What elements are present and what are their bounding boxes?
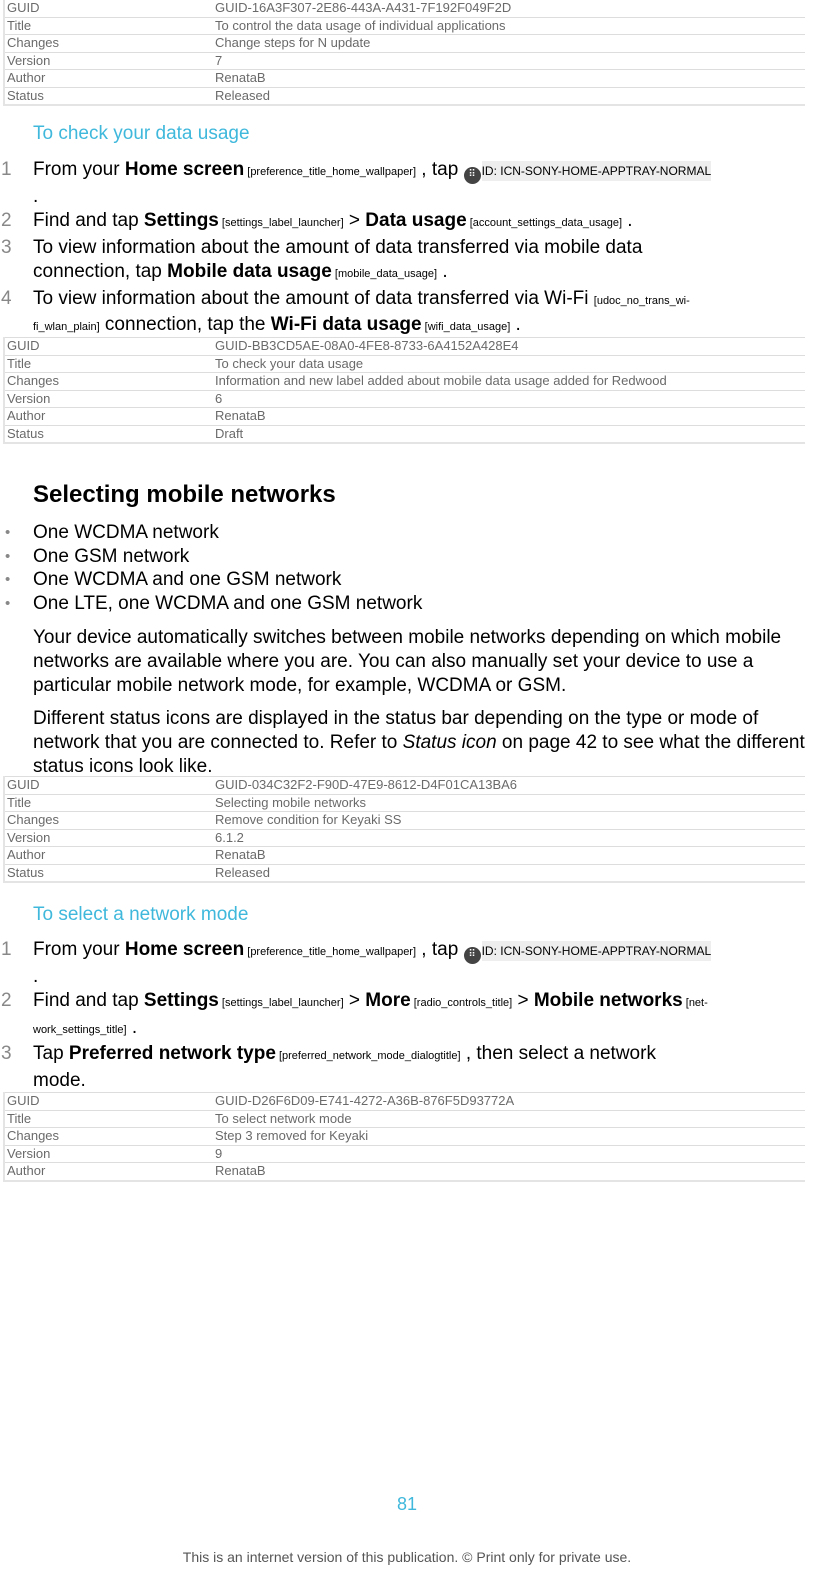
field-label: Changes [4, 373, 213, 391]
paragraph-auto-switch: Your device automatically switches between mobile networks depending on which mobile networks are available where you are. You can also manually set your device to use a particular mobile network mode, for example, WCDMA or GSM. [33, 627, 782, 696]
table-row [4, 390, 805, 408]
bullet-item: • One WCDMA and one GSM network [0, 568, 422, 592]
metadata-table-4 [3, 1092, 805, 1182]
table-row [4, 338, 805, 356]
ui-label: More [365, 990, 411, 1011]
step-text: . [437, 261, 448, 282]
string-key: [preference_title_home_wallpaper] [244, 946, 417, 958]
field-value: GUID-16A3F307-2E86-443A-A431-7F192F049F2D [213, 0, 805, 17]
table-row [4, 373, 805, 391]
string-key: [radio_controls_title] [410, 997, 513, 1009]
field-label: Status [4, 87, 213, 105]
step-text: . [622, 210, 633, 231]
step-number: 3 [1, 236, 12, 258]
field-label: Title [4, 355, 213, 373]
paragraph-status-icons [33, 707, 808, 779]
field-label: GUID [4, 338, 213, 356]
step-item [0, 209, 713, 236]
field-value: 6 [213, 390, 805, 408]
string-key: [net-work_settings_title] [33, 997, 708, 1036]
page-number: 81 [396, 1494, 418, 1514]
table-row [4, 70, 805, 88]
field-label: Author [4, 408, 213, 426]
heading-select-network-mode: To select a network mode [33, 904, 249, 925]
step-text: . [126, 1016, 138, 1038]
table-row [4, 829, 805, 847]
step-text: , then select a network mode. [33, 1043, 656, 1091]
field-value: GUID-BB3CD5AE-08A0-4FE8-8733-6A4152A428E4 [213, 338, 805, 356]
step-number: 2 [1, 990, 12, 1011]
ui-label: Mobile networks [533, 990, 683, 1011]
table-row [4, 812, 805, 830]
footer-note: This is an internet version of this publication. © Print only for private use. [182, 1549, 632, 1565]
step-number: 3 [1, 1043, 12, 1064]
field-value: To check your data usage [213, 355, 805, 373]
icon-id-tag: ID: ICN-SONY-HOME-APPTRAY-NORMAL [482, 161, 712, 181]
ui-label: Home screen [124, 159, 245, 180]
steps-check-data-usage [0, 158, 760, 340]
table-row [4, 408, 805, 426]
field-label: Author [4, 1163, 213, 1181]
string-key: [wifi_data_usage] [421, 321, 511, 333]
ui-label: Wi-Fi data usage [270, 314, 422, 335]
field-value: Released [213, 87, 805, 105]
field-value: Draft [213, 425, 805, 443]
field-value: Information and new label added about mobile data usage added for Redwood [213, 373, 805, 391]
table-row [4, 1163, 805, 1181]
step-number: 1 [1, 939, 12, 960]
table-row [4, 1093, 805, 1111]
string-key: [mobile_data_usage] [331, 268, 438, 280]
table-row [4, 17, 805, 35]
field-label: Version [4, 390, 213, 408]
field-label: Author [4, 847, 213, 865]
field-label: Version [4, 829, 213, 847]
step-text: From your [33, 939, 125, 960]
string-key: [settings_label_launcher] [218, 997, 344, 1009]
metadata-table-3 [3, 776, 805, 883]
step-text: . [510, 314, 521, 335]
field-value: 6.1.2 [213, 829, 805, 847]
step-text: Find and tap [33, 990, 144, 1011]
step-number: 2 [1, 210, 12, 231]
field-label: GUID [4, 0, 213, 17]
steps-select-network-mode [0, 938, 760, 1093]
ui-label: Home screen [124, 939, 245, 960]
field-value: Change steps for N update [213, 35, 805, 53]
step-text: > [343, 210, 366, 231]
string-key: [account_settings_data_usage] [466, 217, 622, 229]
table-row [4, 355, 805, 373]
table-row [4, 1110, 805, 1128]
field-label: Version [4, 1145, 213, 1163]
field-value: GUID-D26F6D09-E741-4272-A36B-876F5D93772A [213, 1093, 805, 1111]
step-text: > [343, 990, 366, 1011]
icon-id-tag: ID: ICN-SONY-HOME-APPTRAY-NORMAL [482, 941, 712, 961]
field-value: RenataB [213, 408, 805, 426]
step-text: > [512, 990, 534, 1011]
ui-label: Settings [143, 210, 219, 231]
field-value: GUID-034C32F2-F90D-47E9-8612-D4F01CA13BA6 [213, 777, 805, 795]
field-value: Step 3 removed for Keyaki [213, 1128, 805, 1146]
step-item [0, 287, 713, 340]
metadata-table-2 [3, 337, 805, 444]
step-text: To view information about the amount of data transferred via Wi-Fi [33, 287, 594, 309]
metadata-table-1 [3, 0, 805, 106]
field-label: Changes [4, 812, 213, 830]
field-value: Released [213, 864, 805, 882]
field-value: To control the data usage of individual applications [213, 17, 805, 35]
field-label: Author [4, 70, 213, 88]
bullet-item: • One LTE, one WCDMA and one GSM network [0, 592, 422, 616]
ui-label: Preferred network type [68, 1043, 276, 1064]
field-value: 7 [213, 52, 805, 70]
table-row [4, 0, 805, 17]
table-row [4, 864, 805, 882]
step-text: Find and tap [33, 210, 144, 231]
table-row [4, 847, 805, 865]
table-row [4, 1145, 805, 1163]
step-number: 1 [1, 159, 12, 180]
string-key: [preference_title_home_wallpaper] [244, 166, 417, 178]
table-row [4, 777, 805, 795]
step-item [0, 989, 713, 1042]
step-text: . [33, 965, 39, 987]
step-text: , tap [416, 939, 464, 960]
step-item [0, 236, 713, 287]
field-value: RenataB [213, 847, 805, 865]
string-key: [udoc_no_trans_wi-fi_wlan_plain] [33, 294, 690, 333]
paragraph-text: on page 42 to see what the different status icons look like. [33, 732, 805, 777]
ui-label: Settings [143, 990, 219, 1011]
table-row [4, 425, 805, 443]
ui-label: Mobile data usage [167, 261, 332, 282]
table-row [4, 1128, 805, 1146]
field-label: Version [4, 52, 213, 70]
field-value: Selecting mobile networks [213, 794, 805, 812]
field-value: RenataB [213, 70, 805, 88]
string-key: [preferred_network_mode_dialogtitle] [275, 1050, 461, 1062]
heading-check-data-usage: To check your data usage [33, 123, 250, 144]
field-value: Remove condition for Keyaki SS [213, 812, 805, 830]
field-label: Title [4, 1110, 213, 1128]
step-text: connection, tap the [99, 314, 271, 335]
field-value: 9 [213, 1145, 805, 1163]
step-text: , tap [416, 159, 464, 180]
field-label: Changes [4, 1128, 213, 1146]
table-row [4, 52, 805, 70]
app-tray-icon: ⠿ [464, 167, 481, 184]
table-row [4, 794, 805, 812]
step-text: From your [33, 159, 125, 180]
status-icon-link[interactable]: Status icon [402, 732, 497, 753]
step-item [0, 1042, 713, 1093]
step-text: Tap [33, 1043, 69, 1064]
paragraph-text: Different status icons are displayed in the status bar depending on the type or mode of network that you are connected to. Refer to [33, 708, 759, 753]
step-item [0, 158, 713, 209]
ui-label: Data usage [365, 210, 467, 231]
bullet-list [0, 521, 422, 616]
step-number: 4 [1, 287, 12, 309]
section-title: Selecting mobile networks [33, 481, 336, 508]
step-text: To view information about the amount of data transferred via mobile data connection, tap [33, 236, 643, 282]
field-label: Changes [4, 35, 213, 53]
step-text: . [33, 185, 39, 207]
field-value: To select network mode [213, 1110, 805, 1128]
field-label: Title [4, 17, 213, 35]
field-value: RenataB [213, 1163, 805, 1181]
bullet-item: • One GSM network [0, 545, 422, 569]
field-label: Title [4, 794, 213, 812]
step-item [0, 938, 713, 989]
field-label: GUID [4, 1093, 213, 1111]
table-row [4, 35, 805, 53]
field-label: Status [4, 864, 213, 882]
app-tray-icon: ⠿ [464, 947, 481, 964]
bullet-item: • One WCDMA network [0, 521, 422, 545]
table-row [4, 87, 805, 105]
field-label: Status [4, 425, 213, 443]
string-key: [settings_label_launcher] [218, 217, 344, 229]
field-label: GUID [4, 777, 213, 795]
